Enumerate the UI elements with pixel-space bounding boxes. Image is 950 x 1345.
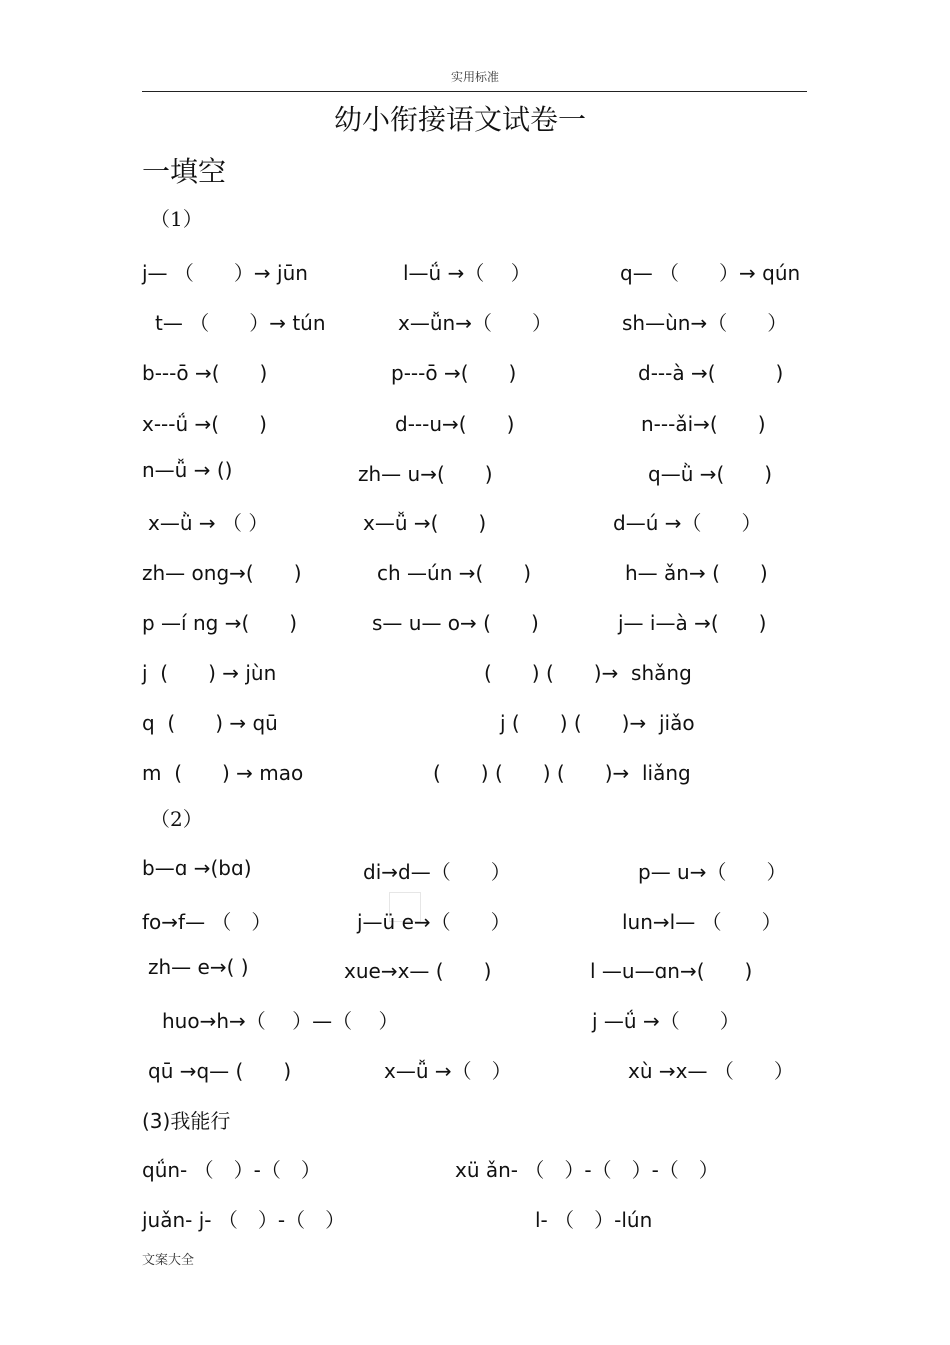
page-title: 幼小衔接语文试卷一	[333, 103, 586, 136]
part1-row-3	[0, 357, 950, 387]
part2-row-2	[0, 906, 950, 936]
part1-row-5	[0, 458, 950, 488]
part1-row-4	[0, 408, 950, 438]
exercise-cell: fo→f— （ ）	[142, 910, 272, 934]
exercise-cell: zh— e→( )	[148, 955, 249, 979]
exercise-cell: j—ü e→（ ）	[357, 910, 511, 934]
exercise-cell: x—ǜ → （ ）	[148, 511, 269, 535]
exercise-cell: j —ǘ →（ ）	[592, 1009, 740, 1033]
page-footer: 文案大全	[142, 1253, 195, 1268]
part1-row-10	[0, 707, 950, 737]
exercise-cell: zh— ong→( )	[142, 561, 302, 585]
exercise-cell: juǎn- j- （ ）-（ ）	[142, 1208, 346, 1232]
exercise-cell: j— i—à →( )	[618, 611, 767, 635]
part1-row-2	[0, 307, 950, 337]
exercise-cell: x—ǚ →( )	[363, 511, 487, 535]
exercise-cell: xù →x— （ ）	[628, 1059, 794, 1083]
exercise-cell: x—ǚ →（ ）	[384, 1059, 512, 1083]
part2-row-4	[0, 1005, 950, 1035]
exercise-cell: p —í ng →( )	[142, 611, 298, 635]
exercise-cell: j ( ) → jùn	[142, 661, 277, 685]
exercise-cell: huo→h→（ ）—（ ）	[162, 1009, 399, 1033]
exercise-cell: sh—ùn→（ ）	[622, 311, 788, 335]
page-header: 实用标准	[450, 70, 499, 84]
exercise-cell: d---u→( )	[395, 412, 515, 436]
exercise-cell: n—ǚ → ()	[142, 458, 233, 482]
part1-label: （1）	[150, 207, 203, 231]
exercise-cell: zh— u→( )	[358, 462, 493, 486]
exercise-cell: xü ǎn- （ ）-（ ）-（ ）	[455, 1158, 719, 1182]
exercise-cell: q—ǜ →( )	[648, 462, 773, 486]
exercise-cell: qū →q— ( )	[148, 1059, 292, 1083]
part3-label: (3)我能行	[142, 1109, 231, 1133]
exercise-cell: m ( ) → mao	[142, 761, 304, 785]
exercise-cell: x---ǘ →( )	[142, 412, 267, 436]
exercise-cell: p---ō →( )	[391, 361, 517, 385]
part1-row-1	[0, 257, 950, 287]
section-title-fill-blank: 一填空	[142, 155, 227, 188]
exercise-cell: l—ǘ →（ ）	[403, 261, 531, 285]
exercise-cell: d—ú →（ ）	[613, 511, 762, 535]
exercise-cell: t— （ ）→ tún	[155, 311, 326, 335]
part1-row-8	[0, 607, 950, 637]
exercise-cell: xue→x— ( )	[344, 959, 492, 983]
exercise-cell: p— u→（ ）	[638, 860, 787, 884]
exercise-cell: h— ǎn→ ( )	[625, 561, 768, 585]
header-rule	[142, 91, 807, 92]
exercise-cell: q— （ ）→ qún	[620, 261, 801, 285]
part1-row-11	[0, 757, 950, 787]
exercise-cell: qǘn- （ ）-（ ）	[142, 1158, 321, 1182]
exercise-cell: q ( ) → qū	[142, 711, 278, 735]
exercise-cell: d---à →( )	[638, 361, 784, 385]
exercise-cell: lun→l— （ ）	[622, 910, 782, 934]
exercise-cell: ( ) ( ) ( )→ liǎng	[433, 761, 691, 785]
exercise-cell: ( ) ( )→ shǎng	[484, 661, 692, 685]
part1-row-9	[0, 657, 950, 687]
part3-row-1	[0, 1154, 950, 1184]
exercise-cell: b---ō →( )	[142, 361, 268, 385]
part2-row-1	[0, 856, 950, 886]
exercise-cell: ch —ún →( )	[377, 561, 532, 585]
part3-row-2	[0, 1204, 950, 1234]
exercise-cell: l —u—ɑn→( )	[590, 959, 753, 983]
part1-row-6	[0, 507, 950, 537]
exercise-cell: s— u— o→ ( )	[372, 611, 539, 635]
exercise-cell: n---ǎi→( )	[641, 412, 766, 436]
part2-row-3	[0, 955, 950, 985]
part2-label: （2）	[150, 807, 203, 831]
exercise-cell: di→d—（ ）	[363, 860, 511, 884]
part2-row-5	[0, 1055, 950, 1085]
part1-row-7	[0, 557, 950, 587]
exercise-cell: x—ǚn→（ ）	[398, 311, 552, 335]
exercise-cell: l- （ ）-lún	[535, 1208, 653, 1232]
exercise-cell: j— （ ）→ jūn	[142, 261, 308, 285]
exercise-cell: j ( ) ( )→ jiǎo	[500, 711, 695, 735]
exercise-cell: b—ɑ →(bɑ)	[142, 856, 252, 880]
